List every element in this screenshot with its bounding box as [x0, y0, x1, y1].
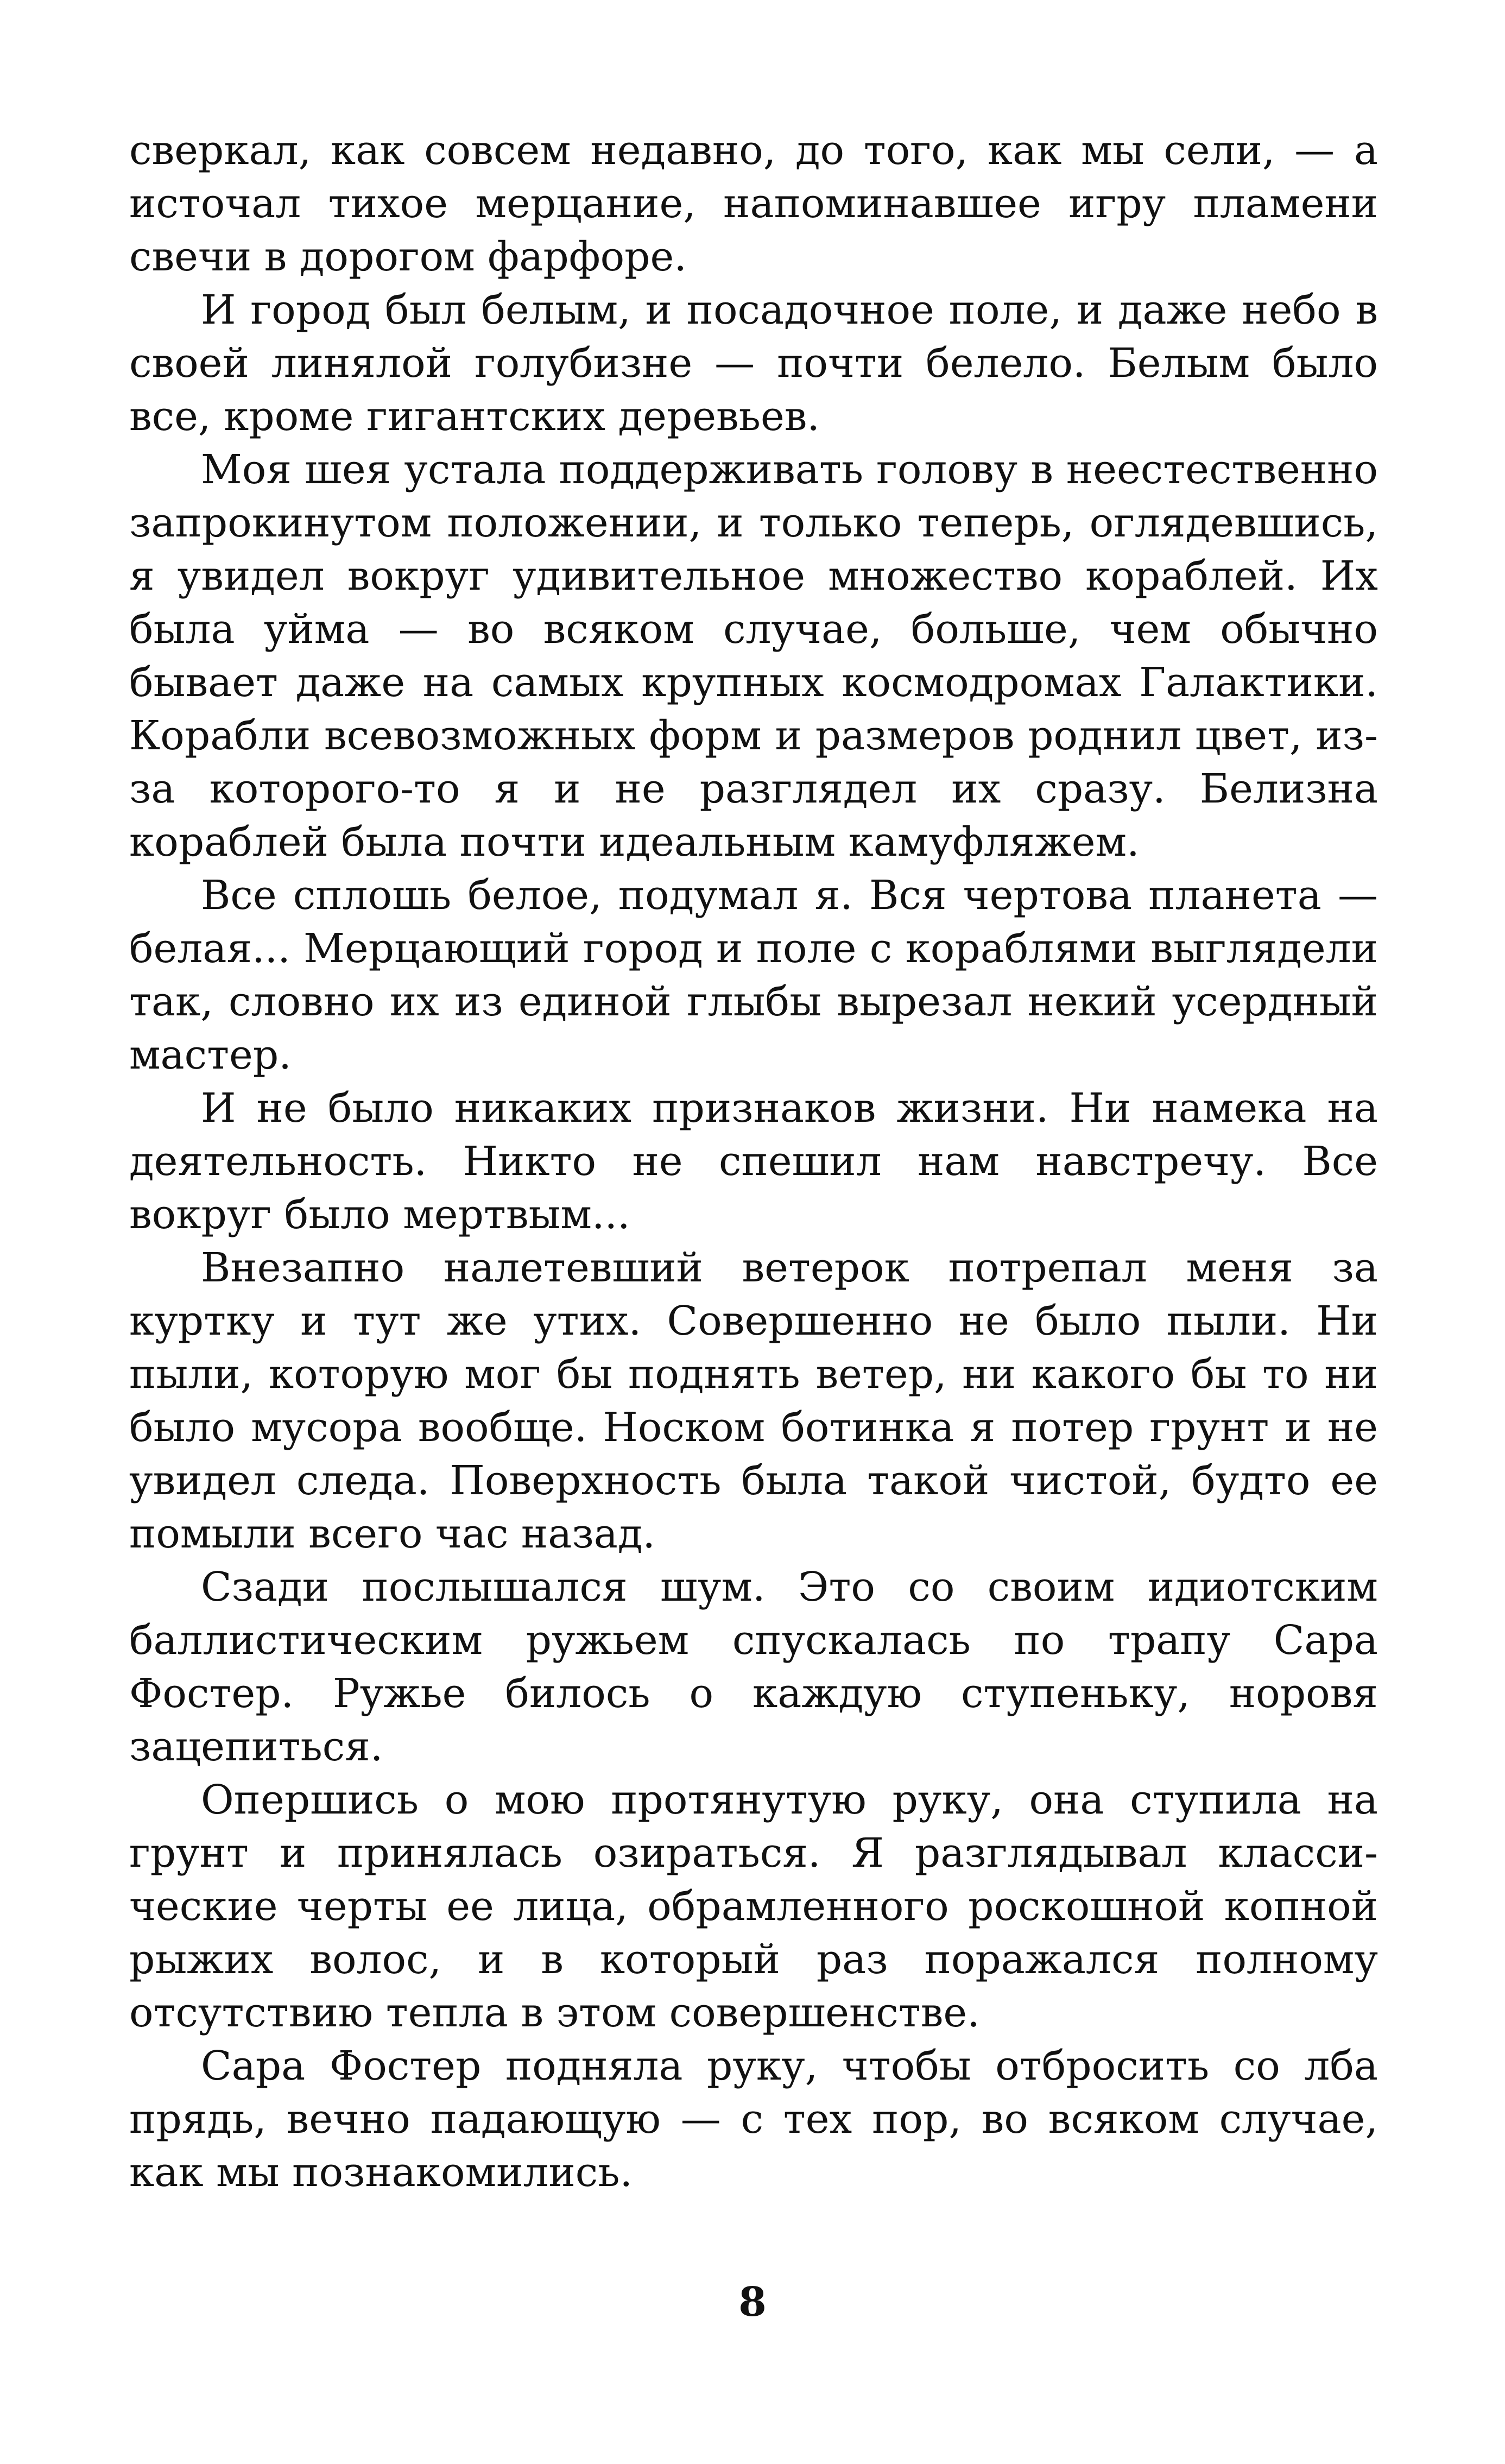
paragraph: Опершись о мою протянутую руку, она ступила на грунт и принялась озираться. Я разглядывал классические черты ее лица, обрамленного роскошной копной рыжих волос, и в который раз поражался полному отсутствию тепла в этом совершенстве.: [129, 1777, 1378, 2036]
page-number: 8: [738, 2279, 767, 2326]
paragraph: Сзади послышался шум. Это со своим идиотским баллистическим ружьем спускалась по трапу Сара Фостер. Ружье билось о каждую ступеньку, норовя зацепиться.: [129, 1564, 1378, 1770]
paragraph: Внезапно налетевший ветерок потрепал меня за куртку и тут же утих. Совершенно не было пыли. Ни пыли, которую мог бы поднять ветер, ни какого бы то ни было мусора вообще. Носком ботинка я потер грунт и не увидел следа. Поверхность была такой чистой, будто ее помыли всего час назад.: [129, 1244, 1378, 1557]
paragraph: сверкал, как совсем недавно, до того, как мы сели, — а источал тихое мерцание, напоминавшее игру пламени свечи в дорогом фарфоре.: [129, 127, 1378, 280]
paragraph: Сара Фостер подняла руку, чтобы отбросить со лба прядь, вечно падающую — с тех пор, во всяком случае, как мы познакомились.: [129, 2043, 1378, 2196]
paragraph: И город был белым, и посадочное поле, и даже небо в своей линялой голубизне — почти белело. Белым было все, кроме гигантских деревьев.: [129, 287, 1378, 440]
body-text: [129, 124, 1378, 2199]
paragraph: И не было никаких признаков жизни. Ни намека на деятельность. Никто не спешил нам навстречу. Все вокруг было мертвым...: [129, 1085, 1378, 1238]
paragraph: Все сплошь белое, подумал я. Вся чертова планета — белая... Мерцающий город и поле с кораблями выглядели так, словно их из единой глыбы вырезал некий усердный мастер.: [129, 872, 1378, 1078]
paragraph: Моя шея устала поддерживать голову в неестественно запрокинутом положении, и только теперь, оглядевшись, я увидел вокруг удивительное множество кораблей. Их была уйма — во всяком случае, больше, чем обычно бывает даже на самых крупных космодромах Галактики. Корабли всевозможных форм и размеров роднил цвет, из-за которого-то я и не разглядел их сразу. Белизна кораблей была почти идеальным камуфляжем.: [129, 446, 1378, 865]
